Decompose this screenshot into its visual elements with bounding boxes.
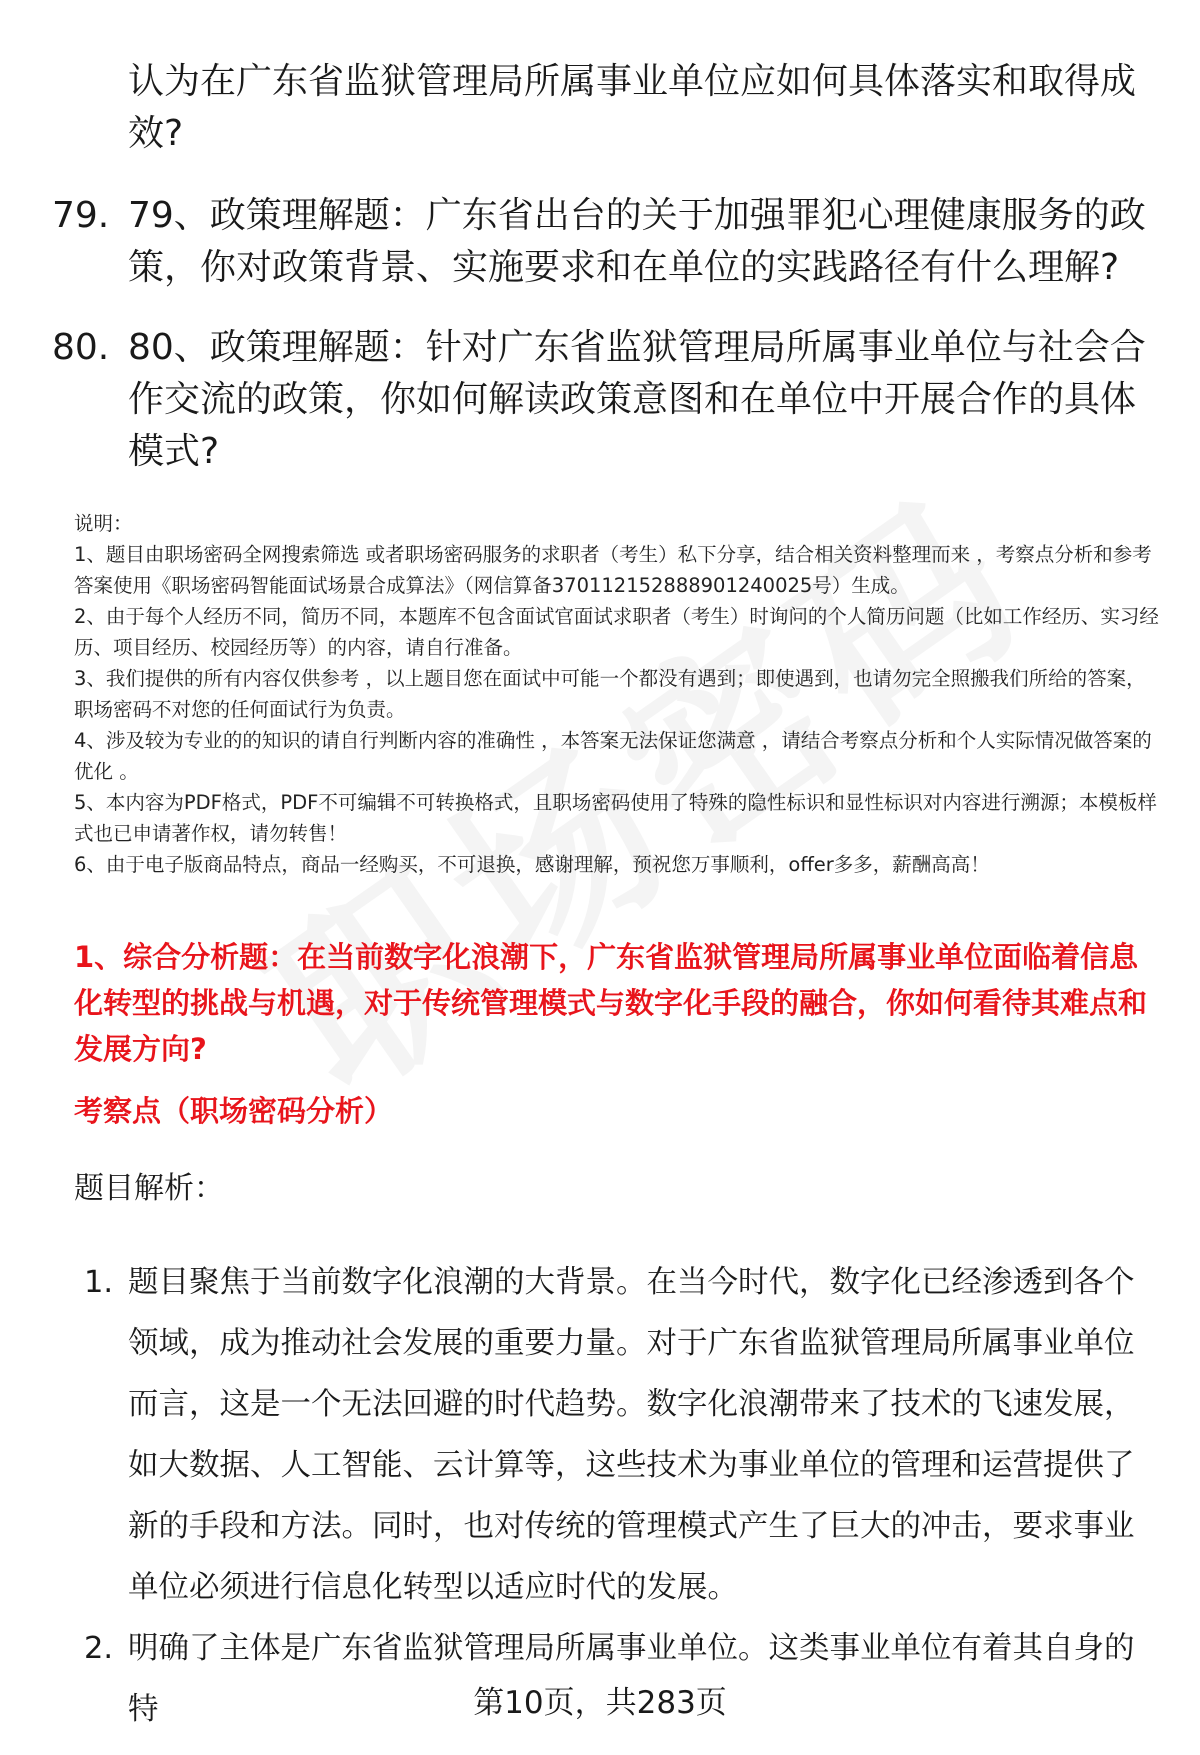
section-question-title: 1、综合分析题：在当前数字化浪潮下，广东省监狱管理局所属事业单位面临着信息化转型的挑战与机遇，对于传统管理模式与数字化手段的融合，你如何看待其难点和发展方向? bbox=[74, 940, 1148, 1066]
note-item: 3、我们提供的所有内容仅供参考 ，以上题目您在面试中可能一个都没有遇到；即使遇到，也请勿完全照搬我们所给的答案，职场密码不对您的任何面试行为负责。 bbox=[74, 667, 1146, 721]
list-item-number: 1. bbox=[84, 1265, 114, 1300]
question-continuation bbox=[52, 56, 1162, 160]
note-item: 5、本内容为PDF格式，PDF不可编辑不可转换格式，且职场密码使用了特殊的隐性标识和显性标识对内容进行溯源；本模板样式也已申请著作权，请勿转售！ bbox=[74, 791, 1157, 845]
section-subtitle: 考察点（职场密码分析） bbox=[74, 1094, 394, 1128]
note-item: 6、由于电子版商品特点，商品一经购买，不可退换，感谢理解，预祝您万事顺利，offer多多，薪酬高高！ bbox=[74, 853, 990, 876]
list-item bbox=[84, 1252, 1164, 1618]
list-item-text: 题目聚焦于当前数字化浪潮的大背景。在当今时代，数字化已经渗透到各个领域，成为推动社会发展的重要力量。对于广东省监狱管理局所属事业单位而言，这是一个无法回避的时代趋势。数字化浪潮带来了技术的飞速发展，如大数据、人工智能、云计算等，这些技术为事业单位的管理和运营提供了新的手段和方法。同时，也对传统的管理模式产生了巨大的冲击，要求事业单位必须进行信息化转型以适应时代的发展。 bbox=[128, 1265, 1135, 1605]
list-item-number: 2. bbox=[84, 1631, 114, 1666]
question-number: 80. bbox=[52, 327, 110, 368]
question-text: 80、政策理解题：针对广东省监狱管理局所属事业单位与社会合作交流的政策，你如何解读政策意图和在单位中开展合作的具体模式? bbox=[128, 327, 1146, 472]
analysis-label: 题目解析： bbox=[74, 1171, 224, 1206]
notes-block bbox=[74, 508, 1164, 880]
note-item: 1、题目由职场密码全网搜索筛选 或者职场密码服务的求职者（考生）私下分享，结合相关资料整理而来 ，考察点分析和参考答案使用《职场密码智能面试场景合成算法》（网信算备370112152888901240025号）生成。 bbox=[74, 543, 1152, 597]
question-79 bbox=[52, 190, 1162, 294]
question-text: 79、政策理解题：广东省出台的关于加强罪犯心理健康服务的政策，你对政策背景、实施要求和在单位的实践路径有什么理解? bbox=[128, 195, 1146, 288]
question-80 bbox=[52, 322, 1162, 478]
list-item-text: 明确了主体是广东省监狱管理局所属事业单位。这类事业单位有着其自身的特 bbox=[128, 1631, 1135, 1727]
note-item: 2、由于每个人经历不同，简历不同，本题库不包含面试官面试求职者（考生）时询问的个人简历问题（比如工作经历、实习经历、项目经历、校园经历等）的内容，请自行准备。 bbox=[74, 605, 1159, 659]
note-item: 4、涉及较为专业的的知识的请自行判断内容的准确性 ，本答案无法保证您满意 ，请结合考察点分析和个人实际情况做答案的优化 。 bbox=[74, 729, 1152, 783]
question-number: 79. bbox=[52, 195, 110, 236]
analysis-list bbox=[84, 1252, 1164, 1740]
question-text: 认为在广东省监狱管理局所属事业单位应如何具体落实和取得成效? bbox=[128, 61, 1137, 154]
page-footer: 第10页，共283页 bbox=[473, 1685, 727, 1721]
notes-title: 说明： bbox=[74, 512, 133, 535]
